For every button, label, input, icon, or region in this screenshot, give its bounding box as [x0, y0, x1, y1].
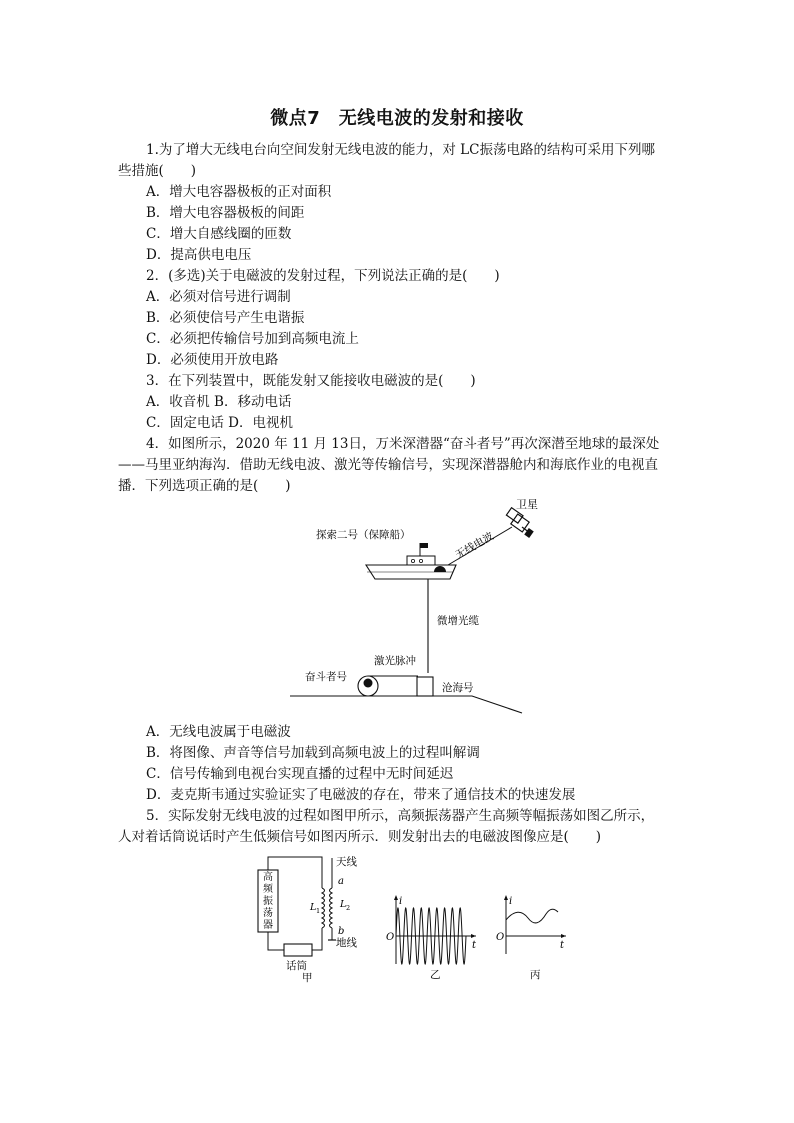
q2-stem: 2．(多选)关于电磁波的发射过程，下列说法正确的是( )	[146, 268, 500, 284]
satellite-label: 卫星	[516, 498, 538, 511]
q3-option-cd: C．固定电话 D．电视机	[146, 415, 293, 431]
q1-option-d: D．提高供电电压	[146, 247, 252, 263]
osc-char-2: 频	[263, 884, 273, 895]
l2-label: L	[340, 899, 347, 910]
bing-t-label: t	[560, 940, 565, 951]
point-b-label: b	[338, 926, 345, 937]
q1-stem-line1: 1.为了增大无线电台向空间发射无线电波的能力，对 LC振荡电路的结构可采用下列哪	[146, 142, 655, 158]
q2-option-b: B．必须使信号产生电谐振	[146, 310, 305, 326]
lander-icon	[417, 677, 433, 696]
q3-stem: 3．在下列装置中，既能发射又能接收电磁波的是( )	[146, 373, 476, 389]
antenna-label: 天线	[336, 856, 357, 868]
q1-option-a: A．增大电容器极板的正对面积	[146, 184, 332, 200]
q1-stem-line2: 些措施( )	[118, 163, 197, 179]
l1-sub: 1	[316, 907, 321, 915]
q4-option-a: A．无线电波属于电磁波	[146, 724, 291, 740]
yi-t-label: t	[472, 940, 477, 951]
q4-stem-line3: 播．下列选项正确的是( )	[118, 478, 291, 494]
q4-option-d: D．麦克斯韦通过实验证实了电磁波的存在，带来了通信技术的快速发展	[146, 787, 576, 803]
ground-label: 地线	[336, 937, 357, 949]
coil-l2	[330, 888, 333, 928]
point-a-label: a	[338, 876, 344, 887]
bing-i-label: i	[509, 896, 513, 907]
l1-label: L	[310, 902, 317, 913]
satellite-icon	[506, 508, 533, 538]
fig-jia-label: 甲	[302, 972, 313, 984]
laser-label: 激光脉冲	[374, 655, 416, 667]
q5-low-freq-graph	[492, 892, 572, 982]
q4-deep-sea-figure	[290, 493, 540, 718]
fig-yi-label: 乙	[430, 969, 441, 981]
osc-char-1: 高	[263, 872, 273, 883]
page-title: 微点7 无线电波的发射和接收	[270, 108, 524, 129]
ship-icon	[366, 543, 456, 579]
lander-label: 沧海号	[442, 682, 474, 694]
bing-wave	[506, 909, 558, 923]
mic-label: 话筒	[286, 960, 307, 972]
osc-char-3: 振	[263, 896, 273, 907]
q4-option-b: B．将图像、声音等信号加载到高频电波上的过程叫解调	[146, 745, 480, 761]
q5-high-freq-graph	[382, 892, 482, 982]
q4-option-c: C．信号传输到电视台实现直播的过程中无时间延迟	[146, 766, 454, 782]
yi-i-label: i	[399, 896, 403, 907]
submarine-icon	[358, 676, 418, 696]
osc-char-4: 荡	[263, 908, 273, 919]
cable-label: 微增光缆	[437, 615, 479, 627]
q5-stem-line1: 5．实际发射无线电波的过程如图甲所示，高频振荡器产生高频等幅振荡如图乙所示，	[146, 808, 655, 824]
radio-wave-label: 无线电波	[453, 530, 496, 562]
q4-stem-line2: ——马里亚纳海沟．借助无线电波、激光等传输信号，实现深潜器舱内和海底作业的电视直	[118, 457, 658, 473]
q2-option-c: C．必须把传输信号加到高频电流上	[146, 331, 359, 347]
q3-option-ab: A．收音机 B．移动电话	[146, 394, 292, 410]
q1-option-b: B．增大电容器极板的间距	[146, 205, 305, 221]
yi-origin-label: O	[386, 932, 395, 943]
osc-char-5: 器	[263, 920, 273, 931]
l2-sub: 2	[346, 904, 351, 912]
q2-option-d: D．必须使用开放电路	[146, 352, 279, 368]
seabed-line	[290, 696, 522, 713]
q2-option-a: A．必须对信号进行调制	[146, 289, 291, 305]
sub-label: 奋斗者号	[305, 671, 347, 683]
microphone-box	[284, 944, 312, 956]
q5-circuit-figure	[252, 850, 372, 985]
bing-origin-label: O	[496, 932, 505, 943]
q1-option-c: C．增大自感线圈的匝数	[146, 226, 292, 242]
coil-l1	[322, 888, 325, 928]
fig-bing-label: 丙	[530, 969, 541, 981]
q4-stem-line1: 4．如图所示，2020 年 11 月 13日，万米深潜器“奋斗者号”再次深潜至地球的最深处	[146, 436, 660, 452]
q5-stem-line2: 人对着话筒说话时产生低频信号如图丙所示．则发射出去的电磁波图像应是( )	[118, 829, 602, 845]
ship-label: 探索二号（保障船）	[316, 529, 411, 541]
